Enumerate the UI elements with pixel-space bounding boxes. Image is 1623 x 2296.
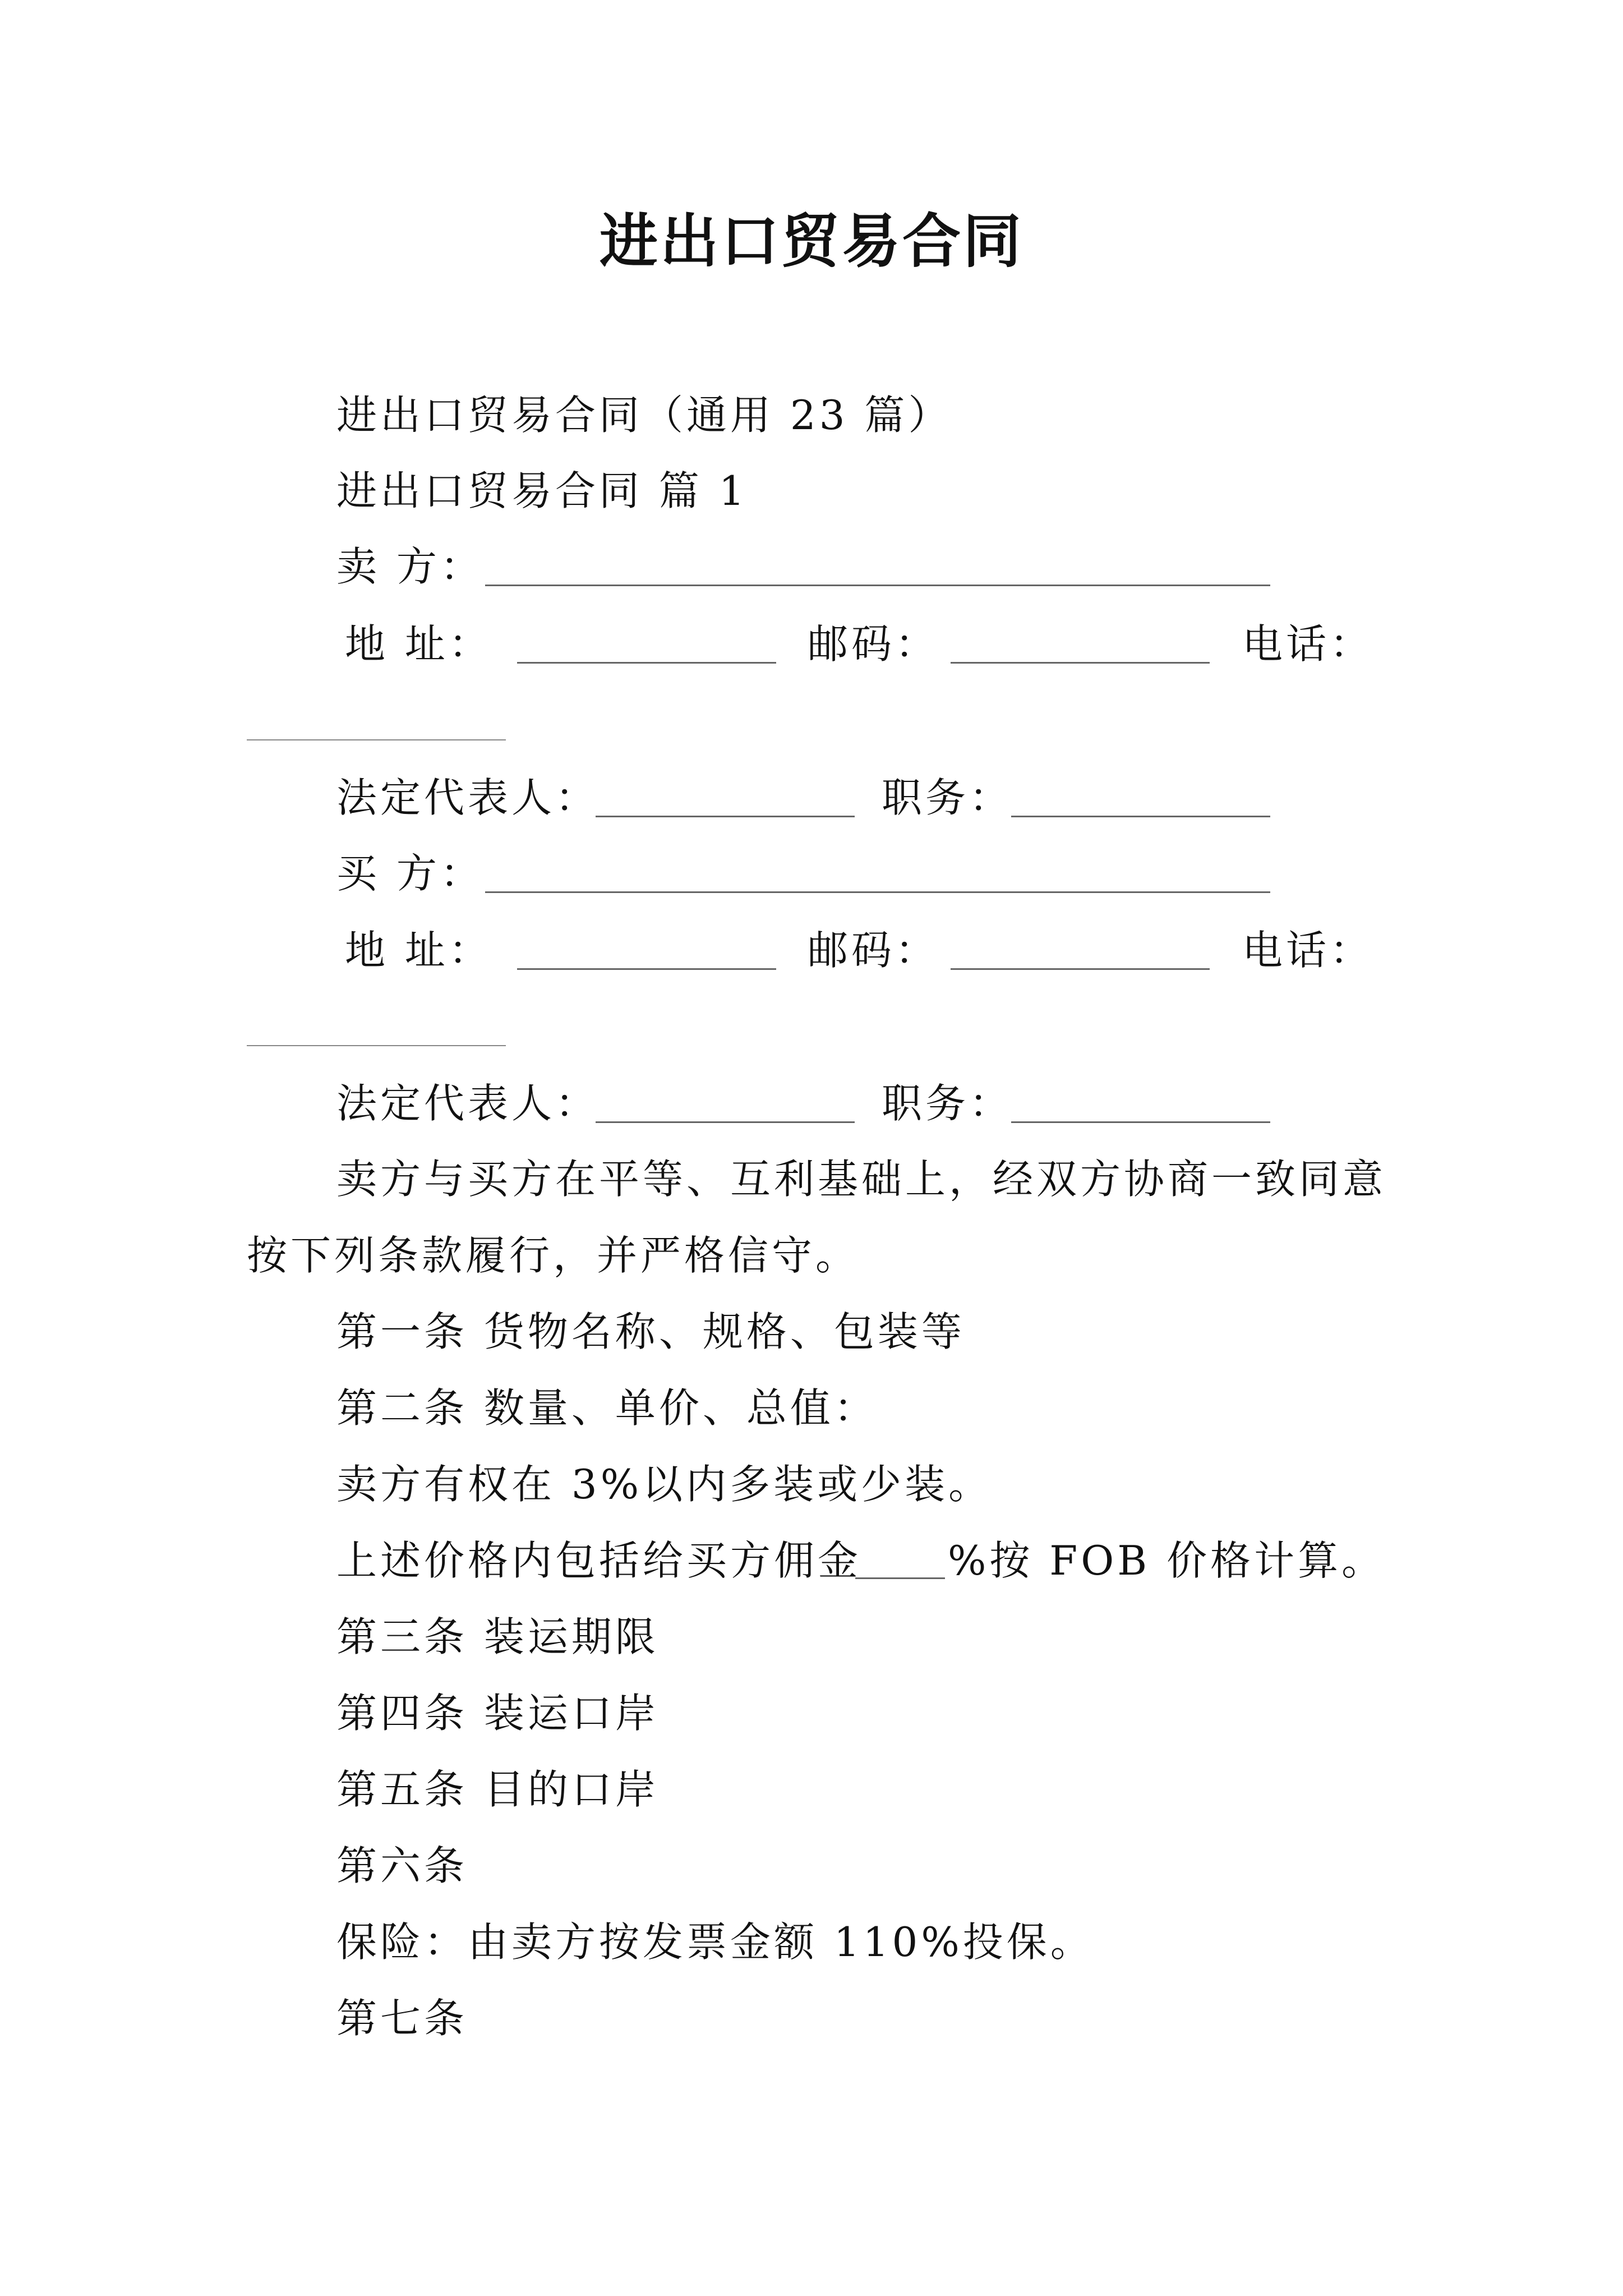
article-2-note-commission-b: %按 FOB 价格计算。 bbox=[948, 1537, 1386, 1584]
buyer-phone-label: 电话： bbox=[1242, 927, 1374, 974]
buyer-label: 买 方： bbox=[336, 850, 484, 897]
seller-label: 卖 方： bbox=[336, 543, 484, 590]
document-subtitle: 进出口贸易合同（通用 23 篇） bbox=[336, 392, 952, 439]
buyer-legal-rep-label: 法定代表人： bbox=[336, 1080, 600, 1127]
article-5: 第五条 目的口岸 bbox=[336, 1766, 659, 1813]
seller-blank[interactable] bbox=[485, 585, 1270, 586]
seller-position-blank[interactable] bbox=[1011, 816, 1270, 817]
buyer-address-label: 地 址： bbox=[345, 927, 492, 974]
intro-paragraph-line2: 按下列条款履行，并严格信守。 bbox=[247, 1232, 860, 1279]
seller-legal-rep-blank[interactable] bbox=[596, 816, 855, 817]
seller-phone-blank[interactable] bbox=[247, 739, 506, 740]
article-7: 第七条 bbox=[336, 1995, 468, 2042]
seller-phone-label: 电话： bbox=[1242, 620, 1374, 668]
seller-legal-rep-label: 法定代表人： bbox=[336, 774, 600, 821]
seller-address-blank[interactable] bbox=[517, 662, 776, 664]
section-heading: 进出口贸易合同 篇 1 bbox=[336, 467, 748, 514]
article-1: 第一条 货物名称、规格、包装等 bbox=[336, 1308, 965, 1355]
seller-postcode-blank[interactable] bbox=[951, 662, 1210, 664]
buyer-blank[interactable] bbox=[485, 891, 1270, 893]
article-2-note-commission-a: 上述价格内包括给买方佣金 bbox=[336, 1537, 862, 1584]
seller-position-label: 职务： bbox=[882, 774, 1013, 821]
article-4: 第四条 装运口岸 bbox=[336, 1690, 659, 1737]
seller-address-label: 地 址： bbox=[345, 620, 492, 668]
buyer-phone-blank[interactable] bbox=[247, 1045, 506, 1046]
intro-paragraph-line1: 卖方与买方在平等、互利基础上，经双方协商一致同意 bbox=[336, 1156, 1387, 1203]
article-2: 第二条 数量、单价、总值： bbox=[336, 1384, 878, 1432]
buyer-postcode-label: 邮码： bbox=[808, 927, 939, 974]
buyer-position-blank[interactable] bbox=[1011, 1121, 1270, 1123]
article-3: 第三条 装运期限 bbox=[336, 1613, 659, 1660]
seller-postcode-label: 邮码： bbox=[808, 620, 939, 668]
insurance-clause: 保险：由卖方按发票金额 110%投保。 bbox=[336, 1918, 1094, 1966]
buyer-legal-rep-blank[interactable] bbox=[596, 1121, 855, 1123]
buyer-address-blank[interactable] bbox=[517, 968, 776, 970]
buyer-postcode-blank[interactable] bbox=[951, 968, 1210, 970]
document-title: 进出口贸易合同 bbox=[599, 206, 1023, 275]
article-6: 第六条 bbox=[336, 1842, 468, 1889]
article-2-note-quantity: 卖方有权在 3%以内多装或少装。 bbox=[336, 1461, 993, 1508]
buyer-position-label: 职务： bbox=[882, 1080, 1013, 1127]
commission-percent-blank[interactable] bbox=[855, 1577, 945, 1579]
